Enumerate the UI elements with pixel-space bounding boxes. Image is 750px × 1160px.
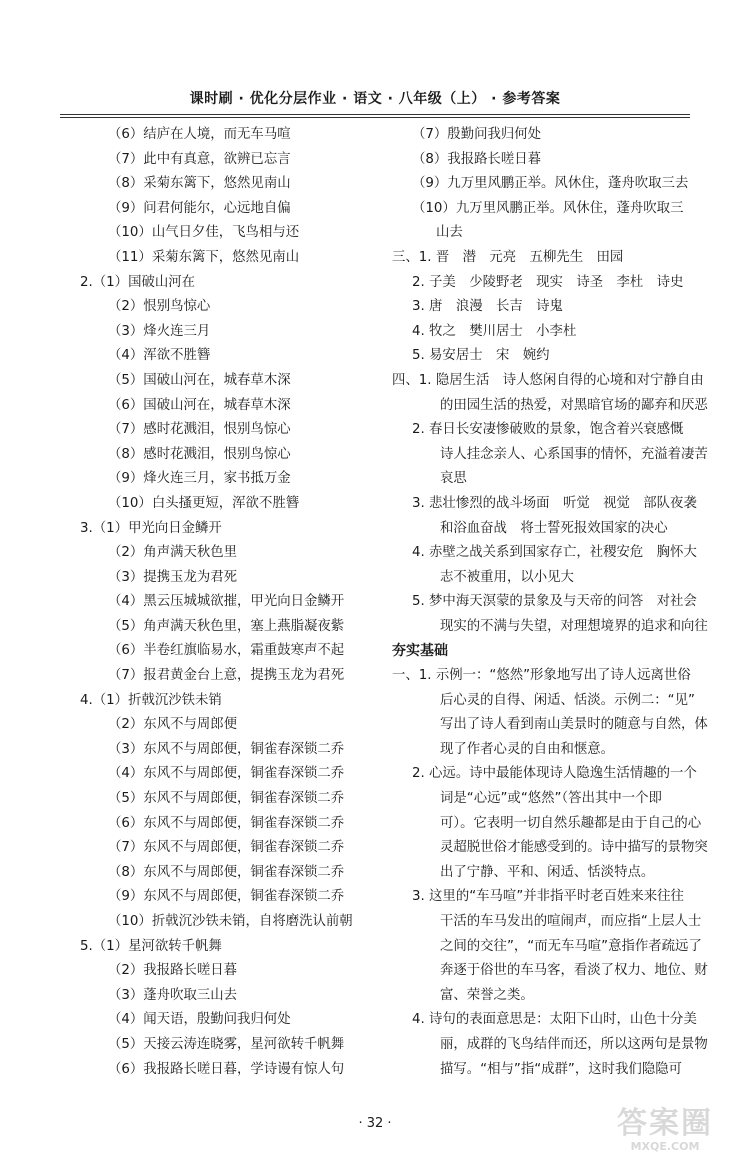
- answer-line: （10）九万里风鹏正举。风休住，蓬舟吹取三: [412, 200, 684, 216]
- answer-line: 4.（1）折戟沉沙铁未销: [80, 692, 222, 708]
- answer-line: 出了宁静、平和、闲适、恬淡特点。: [440, 864, 655, 880]
- answer-line: 四、1. 隐居生活 诗人悠闲自得的心境和对宁静自由: [392, 372, 704, 388]
- answer-line: 的田园生活的热爱，对黑暗官场的鄙弃和厌恶: [440, 397, 708, 413]
- answer-line: （3）东风不与周郎便，铜雀春深锁二乔: [108, 741, 345, 757]
- answer-line: 5. 梦中海天溟蒙的景象及与天帝的问答 对社会: [412, 594, 697, 610]
- answer-line: （2）角声满天秋色里: [108, 545, 238, 561]
- answer-line: 2. 心远。诗中最能体现诗人隐逸生活情趣的一个: [412, 766, 697, 782]
- answer-line: （6）东风不与周郎便，铜雀春深锁二乔: [108, 815, 345, 831]
- answer-line: 写出了诗人看到南山美景时的随意与自然，体: [440, 717, 708, 733]
- answer-line: 志不被重用，以小见大: [440, 569, 574, 585]
- answer-line: （5）东风不与周郎便，铜雀春深锁二乔: [108, 791, 345, 807]
- answer-line: 4. 赤壁之战关系到国家存亡，社稷安危 胸怀大: [412, 545, 697, 561]
- answer-line: （6）国破山河在，城春草木深: [108, 397, 291, 413]
- answer-line: 灵超脱世俗才能感受到的。诗中描写的景物突: [440, 840, 708, 856]
- answer-line: 诗人挂念亲人、心系国事的情怀，充溢着凄苦: [440, 446, 708, 462]
- answer-line: 可）。它表明一切自然乐趣都是由于自己的心: [440, 815, 702, 831]
- answer-line: 描写。“相与”指“成群”，这时我们隐隐可: [440, 1061, 682, 1077]
- answer-line: （3）提携玉龙为君死: [108, 569, 238, 585]
- answer-line: （3）蓬舟吹取三山去: [108, 987, 238, 1003]
- answer-line: 3. 这里的“车马喧”并非指平时老百姓来来往往: [412, 889, 684, 905]
- answer-line: （8）我报路长嗟日暮: [412, 151, 542, 167]
- answer-line: 4. 牧之 樊川居士 小李杜: [412, 323, 577, 339]
- answer-line: 词是“心远”或“悠然”（答出其中一个即: [440, 791, 662, 807]
- answer-line: 现实的不满与失望，对理想境界的追求和向往: [440, 618, 708, 634]
- page-header: 课时刷 · 优化分层作业 · 语文 · 八年级（上） · 参考答案: [189, 91, 561, 107]
- answer-line: 2.（1）国破山河在: [80, 274, 196, 290]
- answer-line: 丽，成群的飞鸟结伴而还，所以这两句是景物: [440, 1036, 708, 1052]
- section-heading: 夯实基础: [392, 643, 448, 660]
- answer-line: （5）天接云涛连晓雾，星河欲转千帆舞: [108, 1036, 345, 1052]
- answer-line: （7）感时花溅泪，恨别鸟惊心: [108, 422, 291, 438]
- answer-line: （2）东风不与周郎便: [108, 717, 238, 733]
- answer-line: （4）东风不与周郎便，铜雀春深锁二乔: [108, 766, 345, 782]
- header-rule-bottom: [60, 117, 690, 118]
- answer-line: （7）报君黄金台上意，提携玉龙为君死: [108, 668, 345, 684]
- page-number: · 32 ·: [358, 1116, 392, 1131]
- answer-line: （8）东风不与周郎便，铜雀春深锁二乔: [108, 864, 345, 880]
- header-rule-top: [60, 114, 690, 115]
- right-column: [392, 123, 724, 1082]
- answer-line: 3. 悲壮惨烈的战斗场面 听觉 视觉 部队夜袭: [412, 495, 697, 511]
- answer-line: （4）闻天语，殷勤问我归何处: [108, 1012, 291, 1028]
- answer-line: 一、1. 示例一：“悠然”形象地写出了诗人远离世俗: [392, 668, 691, 684]
- answer-line: （4）黑云压城城欲摧，甲光向日金鳞开: [108, 594, 345, 610]
- answer-line: （9）问君何能尔，心远地自偏: [108, 200, 291, 216]
- answer-line: （4）浑欲不胜簪: [108, 348, 211, 364]
- answer-line: 和浴血奋战 将士誓死报效国家的决心: [440, 520, 668, 536]
- answer-line: （10）白头搔更短，浑欲不胜簪: [108, 495, 300, 511]
- answer-line: 3.（1）甲光向日金鳞开: [80, 520, 222, 536]
- watermark-logo-text: 答案圈: [617, 1106, 713, 1141]
- answer-line: （10）折戟沉沙铁未销，自将磨洗认前朝: [108, 914, 353, 929]
- answer-line: （5）国破山河在，城春草木深: [108, 372, 291, 388]
- answer-line: （9）九万里风鹏正举。风休住，蓬舟吹取三去: [412, 176, 689, 192]
- answer-line: （10）山气日夕佳，飞鸟相与还: [108, 225, 300, 241]
- answer-line: （7）此中有真意，欲辨已忘言: [108, 151, 291, 167]
- watermark-logo: [590, 1108, 740, 1156]
- answer-line: （5）角声满天秋色里，塞上燕脂凝夜紫: [108, 618, 345, 634]
- answer-line: 2. 春日长安凄惨破败的景象，饱含着兴衰感慨: [412, 422, 684, 438]
- answer-line: 现了作者心灵的自由和惬意。: [440, 741, 615, 757]
- answer-line: （6）结庐在人境，而无车马喧: [108, 127, 291, 142]
- answer-line: （3）烽火连三月: [108, 323, 211, 339]
- answer-line: （8）感时花溅泪，恨别鸟惊心: [108, 446, 291, 462]
- answer-line: 奔逐于俗世的车马客，看淡了权力、地位、财: [440, 963, 708, 979]
- answer-line: 三、1. 晋 潜 元亮 五柳先生 田园: [392, 249, 624, 265]
- answer-line: （7）东风不与周郎便，铜雀春深锁二乔: [108, 840, 345, 856]
- answer-line: （7）殷勤问我归何处: [412, 127, 542, 142]
- answer-line: 后心灵的自得、闲适、恬淡。示例二：“见”: [440, 692, 695, 708]
- answer-line: 哀思: [440, 471, 467, 487]
- answer-line: 3. 唐 浪漫 长吉 诗鬼: [412, 299, 563, 315]
- answer-line: （2）恨别鸟惊心: [108, 299, 211, 315]
- answer-line: （6）我报路长嗟日暮，学诗谩有惊人句: [108, 1061, 345, 1077]
- answer-line: （8）采菊东篱下，悠然见南山: [108, 176, 291, 192]
- answer-line: 之间的交往”，“而无车马喧”意指作者疏远了: [440, 938, 702, 954]
- answer-line: （2）我报路长嗟日暮: [108, 963, 238, 979]
- answer-line: 5. 易安居士 宋 婉约: [412, 348, 550, 364]
- answer-line: （6）半卷红旗临易水，霜重鼓寒声不起: [108, 643, 345, 659]
- answer-line: 5.（1）星河欲转千帆舞: [80, 938, 222, 954]
- answer-line: （9）烽火连三月，家书抵万金: [108, 471, 291, 487]
- answer-line: 干活的车马发出的喧闹声，而应指“上层人士: [440, 914, 702, 929]
- left-column: [80, 123, 380, 1082]
- answer-line: （11）采菊东篱下，悠然见南山: [108, 249, 300, 265]
- answer-line: 2. 子美 少陵野老 现实 诗圣 李杜 诗史: [412, 274, 684, 290]
- answer-line: 富、荣誉之类。: [440, 987, 534, 1003]
- watermark-site: MXQE.COM: [630, 1140, 700, 1153]
- answer-line: （9）东风不与周郎便，铜雀春深锁二乔: [108, 889, 345, 905]
- answer-line: 山去: [436, 225, 463, 241]
- answer-line: 4. 诗句的表面意思是：太阳下山时，山色十分美: [412, 1012, 697, 1028]
